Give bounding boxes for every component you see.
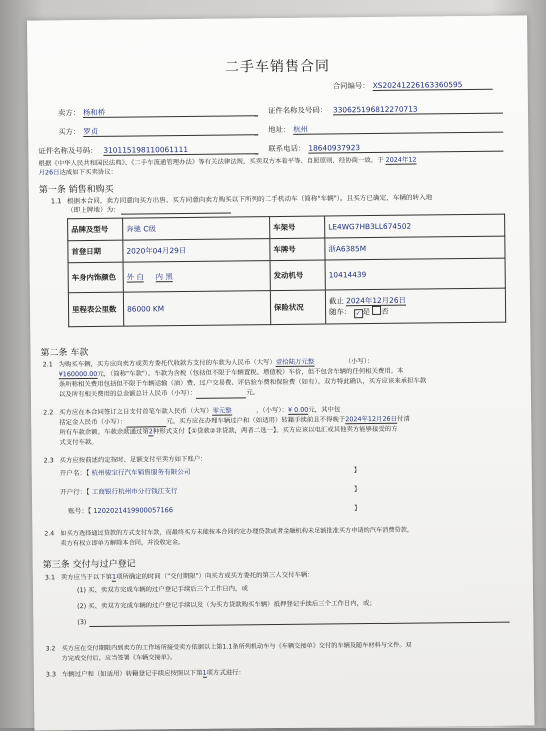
p21-line2: ¥160000.00元，（简称"车款"）。车款为含税（包括但不限于车辆置税、增值税）车价，但不包含车辆的任何相关费用。本: [58, 366, 404, 379]
p11-line2: （即上牌地）为：: [66, 205, 120, 215]
p22-line3: 所有车款余额。车款余款通过第2种形式支付【①贷款②非贷款，两者二选一】。买方应该以电汇或其他卖方能够接受的方: [59, 424, 398, 437]
bank-branch-close: 】: [353, 485, 361, 494]
p21-line4: 以及所有相关费用的总金额总计人民币（小写）： 元。: [58, 388, 260, 399]
mileage-value: 86000 KM: [123, 291, 270, 327]
buyer-label: 买方：: [58, 127, 81, 137]
p24-line2: 卖方有权立即单方解除本合同，并没收定金。: [60, 539, 185, 548]
bank-account-row: 账号：【 1202021419900057166: [68, 506, 174, 516]
color-label: 车身内饰颜色: [68, 262, 123, 293]
p23-line1: 买方应按前述约定按时、足额支付至卖方如下账户：: [59, 454, 207, 465]
p22-line1: 买方应在本合同签订之日支付首笔车款人民币（大写）零元整 ，（小写）：¥ 0.00元，其中包: [59, 405, 341, 417]
bank-name-row: 开户名：【 杭州骏宝行汽车销售服务有限公司: [59, 467, 191, 478]
address-label: 地址：: [268, 124, 291, 135]
p22-line4: 式支付车款。: [59, 437, 98, 447]
vehicle-table: [67, 214, 506, 328]
seller-id-label: 证件名称及号码：: [267, 105, 328, 116]
p24-line1: 如买方选择通过贷款的方式支付车款，而最终买方未能按本合同约定办理贷款或者金融机构未足额批准买方申请的汽车消费贷款，: [60, 526, 414, 538]
contract-page: [27, 15, 534, 730]
contract-no-label: 合同编号：: [332, 81, 370, 91]
buyer-address: 杭州: [293, 123, 503, 135]
insurance-label: 保险状况: [270, 290, 325, 325]
mileage-label: 里程表公里数: [68, 292, 123, 327]
buyer-name: 罗贞: [83, 125, 258, 137]
buyer-id: 310115198110061111: [103, 144, 258, 156]
seller-label: 卖方：: [57, 108, 81, 118]
p33-line1: 车辆过户和（如适用）转籍登记手续应按照以下第1项方式进行：: [61, 668, 245, 679]
seller-name: 杨和桥: [83, 106, 258, 118]
contract-title: 二手车销售合同: [224, 58, 331, 76]
insurance-value: 截止 2024年12月26日 随车： ✓ 是 否: [325, 288, 505, 324]
p23-num: 2.3: [43, 456, 54, 465]
phone-label: 联系电话：: [268, 143, 306, 154]
p21-line3: 条所称相关费用包括但不限于车辆运输（油）费、过户交易费、评估验车费和保险费（如有）。双方特此确认，买方应该来承担车款: [58, 376, 427, 389]
color-value: 外 白 内 黑: [123, 261, 270, 293]
section3-heading: 第三条 交付与过户登记: [42, 559, 136, 571]
contract-no: XS20241226163360595: [373, 80, 493, 91]
section1-heading: 第一条 销售和购买: [38, 184, 114, 196]
p32-line1: 买方应在交付期限内到卖方的工作场所接受卖方依据以上第1.1条所列机动车与《车辆交接单》交付的车辆及随车材料与文件。双: [61, 641, 412, 653]
p22-line2: 括定金人民币（小写）： 元。买方应在办理车辆过户和（如适用）转籍手续前且不得晚于2024年12月26日付清: [59, 414, 410, 427]
plate-label: 车牌号: [270, 238, 325, 261]
vin-label: 车架号: [270, 216, 325, 239]
p11-blank: [121, 204, 231, 214]
p11-num: 1.1: [50, 197, 62, 206]
p21-num: 2.1: [42, 360, 53, 369]
buyer-id-label: 证件名称及号码：: [38, 145, 98, 156]
p11-line1: 根据本合同，卖方同意向买方出售、买方同意向卖方购买以下所列的二手机动车（简称"车辆"）。且买方已确定，车辆的转入地: [66, 193, 433, 206]
p24-num: 2.4: [44, 530, 55, 538]
preamble-line1: 根据《中华人民共和国民法典》、《二手车流通管理办法》等有关法律法规，买卖双方本着平等、自愿原则，经协商一致，于 2024年12: [38, 155, 417, 168]
p31-option3: (3): [77, 618, 87, 627]
brand-label: 品牌及型号: [68, 218, 123, 241]
p22-num: 2.2: [43, 408, 54, 417]
seller-id: 330625196812270713: [333, 104, 503, 116]
p33-num: 3.3: [45, 670, 57, 679]
p31-line1: 卖方应当于以下第1项所确定的时间（"交付期限"）向买方或买方委托的第三人交付车辆：: [60, 570, 314, 582]
p31-option1: (1) 买、卖双方完成车辆的过户登记手续后三个工作日内，或: [76, 584, 248, 595]
engine-label: 发动机号: [270, 260, 325, 291]
plate-value: 浙A6385M: [325, 236, 505, 260]
engine-value: 10414439: [325, 258, 505, 290]
reg-date-label: 首登日期: [68, 240, 123, 263]
bank-branch-row: 开户行：【 工商银行杭州市分行钱江支行: [59, 487, 178, 497]
p31-num: 3.1: [44, 573, 56, 582]
bank-name-close: 】: [353, 466, 361, 475]
p32-num: 3.2: [45, 645, 56, 653]
brand-value: 奔驰 C级: [123, 217, 270, 241]
bank-account-close: 】: [354, 504, 361, 513]
p31-option2: (2) 买、卖双方完成车辆的过户登记手续以及（为买方贷款购买车辆）抵押登记手续后三个工作日内，或；: [77, 598, 376, 611]
section2-heading: 第二条 车款: [40, 347, 89, 359]
insurance-yes-box: ✓: [355, 310, 361, 318]
buyer-phone: 18640937923: [308, 142, 503, 154]
p31-option3-blank: [89, 614, 509, 627]
reg-date-value: 2020年04月29日: [123, 239, 270, 263]
p32-line2: 方完成交付后，应当签署《车辆交接单》。: [61, 654, 177, 663]
preamble-line2: 月26日达成如下买卖协议：: [38, 167, 118, 177]
vin-value: LE4WG7HB3LL674502: [325, 214, 505, 238]
p21-line1: 为购买车辆，买方应向卖方或卖方委托代收款方支付的车款为人民币（大写）壹拾陆万元整 （小写）：: [58, 357, 374, 369]
